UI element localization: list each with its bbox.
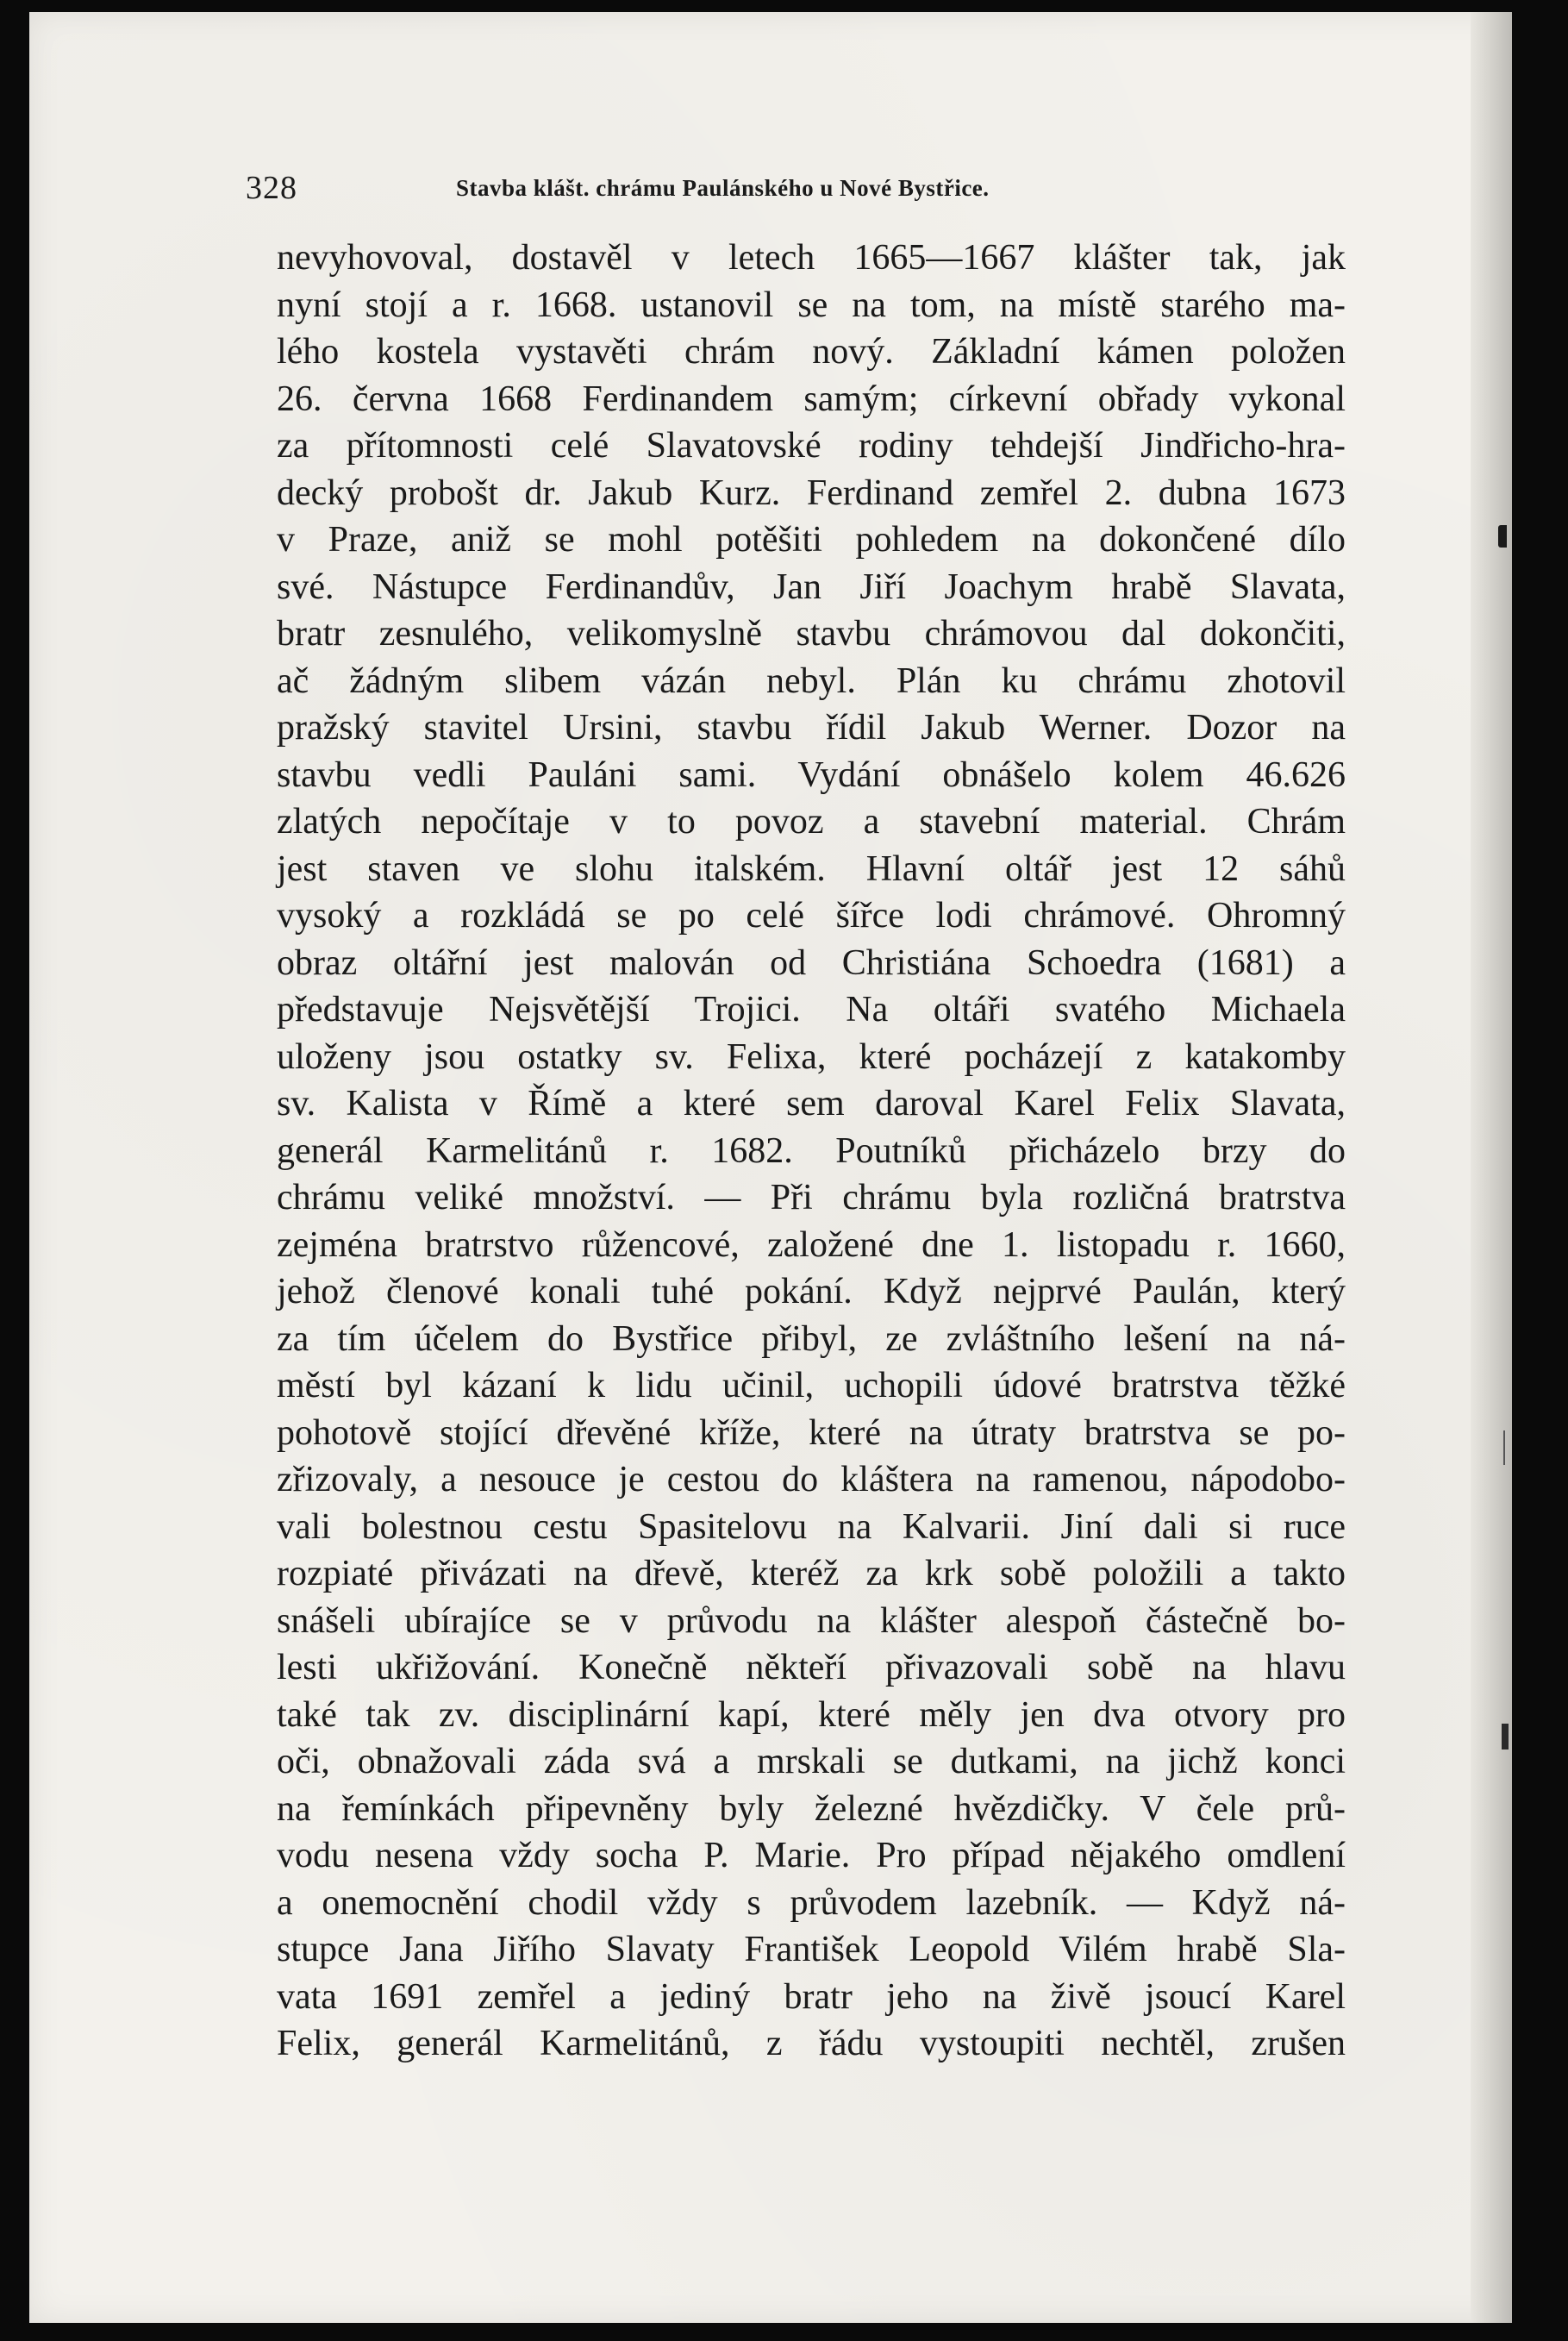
text-line: městí byl kázaní k lidu učinil, uchopili údové bratrstva těžké bbox=[277, 1366, 1346, 1405]
book-page bbox=[29, 12, 1512, 2323]
text-line: pražský stavitel Ursini, stavbu řídil Jakub Werner. Dozor na bbox=[277, 708, 1346, 748]
text-line: jest staven ve slohu italském. Hlavní oltář jest 12 sáhů bbox=[277, 848, 1346, 889]
text-line: Felix, generál Karmelitánů, z řádu vystoupiti nechtěl, zrušen bbox=[277, 2024, 1346, 2063]
text-line: také tak zv. disciplinární kapí, které měly jen dva otvory pro bbox=[277, 1694, 1346, 1735]
text-line: snášeli ubírajíce se v průvodu na klášter alespoň částečně bo- bbox=[277, 1600, 1346, 1641]
running-header bbox=[246, 169, 1332, 212]
text-line: rozpiaté přivázati na dřevě, kteréž za krk sobě položili a takto bbox=[277, 1554, 1346, 1593]
text-line: 26. června 1668 Ferdinandem samým; církevní obřady vykonal bbox=[277, 379, 1346, 419]
text-line: uloženy jsou ostatky sv. Felixa, které pocházejí z katakomby bbox=[277, 1036, 1346, 1077]
text-line: vysoký a rozkládá se po celé šířce lodi chrámové. Ohromný bbox=[277, 896, 1346, 936]
text-line: vali bolestnou cestu Spasitelovu na Kalvarii. Jiní dali si ruce bbox=[277, 1506, 1346, 1547]
text-line: nevyhovoval, dostavěl v letech 1665—1667 klášter tak, jak bbox=[277, 238, 1346, 278]
text-line: oči, obnažovali záda svá a mrskali se dutkami, na jichž konci bbox=[277, 1742, 1346, 1781]
text-line: zřizovaly, a nesouce je cestou do kláštera na ramenou, nápodobo- bbox=[277, 1460, 1346, 1499]
text-line: stupce Jana Jiřího Slavaty František Leopold Vilém hrabě Sla- bbox=[277, 1930, 1346, 1969]
text-line: chrámu veliké množství. — Při chrámu byla rozličná bratrstva bbox=[277, 1178, 1346, 1217]
body-text bbox=[277, 235, 1346, 2068]
text-line: své. Nástupce Ferdinandův, Jan Jiří Joachym hrabě Slavata, bbox=[277, 566, 1346, 607]
text-line: zejména bratrstvo růžencové, založené dne 1. listopadu r. 1660, bbox=[277, 1224, 1346, 1265]
text-line: jehož členové konali tuhé pokání. Když nejprvé Paulán, který bbox=[277, 1272, 1346, 1311]
text-line: generál Karmelitánů r. 1682. Poutníků přicházelo brzy do bbox=[277, 1130, 1346, 1171]
text-line: za tím účelem do Bystřice přibyl, ze zvláštního lešení na ná- bbox=[277, 1318, 1346, 1359]
text-line: za přítomnosti celé Slavatovské rodiny tehdejší Jindřicho-hra- bbox=[277, 426, 1346, 466]
text-line: obraz oltářní jest malován od Christiána Schoedra (1681) a bbox=[277, 942, 1346, 983]
text-line: na řemínkách připevněny byly železné hvězdičky. V čele prů- bbox=[277, 1788, 1346, 1829]
text-line: sv. Kalista v Římě a které sem daroval Karel Felix Slavata, bbox=[277, 1084, 1346, 1124]
text-line: stavbu vedli Pauláni sami. Vydání obnášelo kolem 46.626 bbox=[277, 754, 1346, 795]
text-line: ač žádným slibem vázán nebyl. Plán ku chrámu zhotovil bbox=[277, 660, 1346, 701]
text-line: decký probošt dr. Jakub Kurz. Ferdinand zemřel 2. dubna 1673 bbox=[277, 473, 1346, 513]
text-line: vodu nesena vždy socha P. Marie. Pro případ nějakého omdlení bbox=[277, 1836, 1346, 1875]
running-title: Stavba klášt. chrámu Paulánského u Nové Bystřice. bbox=[456, 175, 990, 201]
text-line: a onemocnění chodil vždy s průvodem lazebník. — Když ná- bbox=[277, 1882, 1346, 1923]
page-number: 328 bbox=[246, 170, 297, 206]
margin-ink-mark bbox=[1503, 1430, 1505, 1465]
text-line: lesti ukřižování. Konečně někteří přivazovali sobě na hlavu bbox=[277, 1648, 1346, 1687]
text-line: zlatých nepočítaje v to povoz a stavební material. Chrám bbox=[277, 802, 1346, 842]
text-line: vata 1691 zemřel a jediný bratr jeho na živě jsoucí Karel bbox=[277, 1976, 1346, 2017]
text-line: pohotově stojící dřevěné kříže, které na útraty bratrstva se po- bbox=[277, 1412, 1346, 1453]
margin-ink-mark bbox=[1502, 1724, 1509, 1749]
text-line: lého kostela vystavěti chrám nový. Základní kámen položen bbox=[277, 332, 1346, 372]
page-edge-shadow bbox=[1471, 12, 1512, 2323]
text-line: v Praze, aniž se mohl potěšiti pohledem na dokončené dílo bbox=[277, 520, 1346, 560]
text-line: nyní stojí a r. 1668. ustanovil se na tom, na místě starého ma- bbox=[277, 285, 1346, 325]
margin-ink-mark bbox=[1498, 525, 1507, 548]
text-line: představuje Nejsvětější Trojici. Na oltáři svatého Michaela bbox=[277, 990, 1346, 1030]
text-line: bratr zesnulého, velikomyslně stavbu chrámovou dal dokončiti, bbox=[277, 614, 1346, 654]
